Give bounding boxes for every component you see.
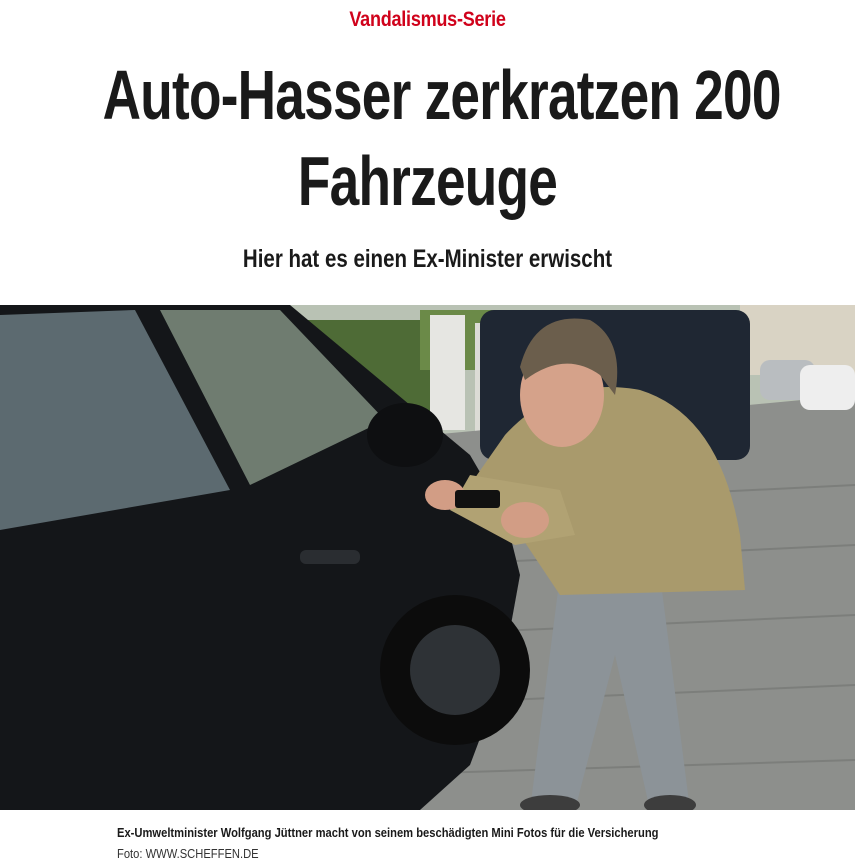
man-hand <box>501 502 549 538</box>
wheel-rim <box>410 625 500 715</box>
smartphone <box>455 490 500 508</box>
gate-pillar <box>430 315 465 430</box>
article-headline <box>0 52 855 224</box>
photo-credit: Foto: WWW.SCHEFFEN.DE <box>117 846 259 861</box>
article-photo <box>0 305 855 810</box>
article-kicker: Vandalismus-Serie <box>349 8 506 31</box>
door-handle <box>300 550 360 564</box>
side-mirror <box>367 403 443 467</box>
headline-line-2: Fahrzeuge <box>297 142 558 220</box>
background-car <box>800 365 855 410</box>
photo-caption: Ex-Umweltminister Wolfgang Jüttner macht von seinem beschädigten Mini Fotos für die Versicherung <box>117 825 659 840</box>
photo-illustration <box>0 305 855 810</box>
headline-line-1: Auto-Hasser zerkratzen 200 <box>102 56 781 134</box>
article-subline: Hier hat es einen Ex-Minister erwischt <box>242 245 613 273</box>
